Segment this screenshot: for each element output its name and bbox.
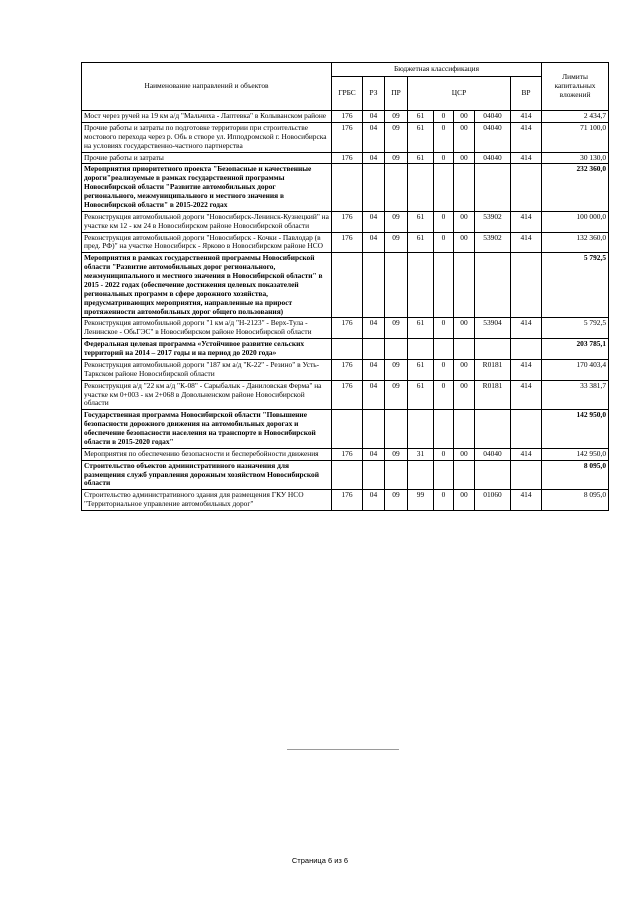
header-grbs: ГРБС (332, 77, 363, 111)
row-grbs (332, 339, 363, 360)
row-limit: 8 095,0 (542, 490, 609, 511)
row-csr-group: 00 (454, 448, 475, 460)
row-rz (363, 410, 385, 449)
row-pr: 09 (385, 232, 408, 253)
row-limit: 5 792,5 (542, 253, 609, 318)
row-pr: 09 (385, 380, 408, 410)
row-csr-group: 00 (454, 111, 475, 123)
row-grbs: 176 (332, 448, 363, 460)
row-csr-code: R0181 (475, 380, 511, 410)
row-csr-group: 00 (454, 232, 475, 253)
row-csr-group: 00 (454, 318, 475, 339)
row-limit: 2 434,7 (542, 111, 609, 123)
row-name: Федеральная целевая программа «Устойчивое развитие сельских территорий на 2014 – 2017 годы и на период до 2020 года» (82, 339, 332, 360)
row-csr-program (408, 410, 434, 449)
row-csr-code: 04040 (475, 152, 511, 164)
row-limit: 100 000,0 (542, 211, 609, 232)
row-csr-group (454, 460, 475, 490)
table-row (82, 339, 609, 360)
row-name: Прочие работы и затраты (82, 152, 332, 164)
row-grbs: 176 (332, 380, 363, 410)
table-row (82, 448, 609, 460)
footer-divider (287, 749, 399, 750)
row-rz (363, 253, 385, 318)
row-limit: 8 095,0 (542, 460, 609, 490)
row-rz: 04 (363, 122, 385, 152)
row-limit: 142 950,0 (542, 410, 609, 449)
row-csr-code: 53904 (475, 318, 511, 339)
row-csr-subprogram: 0 (434, 318, 454, 339)
row-grbs (332, 253, 363, 318)
row-pr: 09 (385, 490, 408, 511)
row-pr: 09 (385, 211, 408, 232)
row-csr-subprogram: 0 (434, 111, 454, 123)
row-vr: 414 (511, 211, 542, 232)
row-limit: 5 792,5 (542, 318, 609, 339)
row-pr (385, 410, 408, 449)
row-rz: 04 (363, 448, 385, 460)
row-rz: 04 (363, 318, 385, 339)
row-name: Государственная программа Новосибирской области "Повышение безопасности дорожного движения на автомобильных дорогах и обеспечение безопасности населения на транспорте в Новосибирской области в 2015-2020 годах" (82, 410, 332, 449)
row-name: Реконструкция автомобильной дороги "187 км а/д "К-22" - Резино" в Усть-Таркском районе Новосибирской области (82, 359, 332, 380)
row-pr: 09 (385, 318, 408, 339)
row-csr-program: 61 (408, 318, 434, 339)
row-pr: 09 (385, 359, 408, 380)
row-csr-group: 00 (454, 490, 475, 511)
row-grbs (332, 164, 363, 211)
row-csr-subprogram: 0 (434, 232, 454, 253)
row-pr (385, 253, 408, 318)
row-vr: 414 (511, 152, 542, 164)
row-csr-code: 04040 (475, 448, 511, 460)
table-row (82, 460, 609, 490)
row-csr-subprogram (434, 460, 454, 490)
row-grbs: 176 (332, 318, 363, 339)
row-csr-program: 61 (408, 232, 434, 253)
row-vr (511, 253, 542, 318)
row-csr-code (475, 339, 511, 360)
row-grbs: 176 (332, 211, 363, 232)
row-rz: 04 (363, 111, 385, 123)
page-number: Страница 6 из 6 (291, 856, 349, 865)
header-vr: ВР (511, 77, 542, 111)
row-csr-group (454, 253, 475, 318)
row-csr-program: 61 (408, 380, 434, 410)
row-csr-program: 31 (408, 448, 434, 460)
row-csr-subprogram: 0 (434, 122, 454, 152)
header-budget-classification: Бюджетная классификация (332, 63, 542, 77)
row-vr: 414 (511, 448, 542, 460)
row-vr (511, 164, 542, 211)
row-vr: 414 (511, 122, 542, 152)
row-pr: 09 (385, 152, 408, 164)
row-csr-program: 99 (408, 490, 434, 511)
row-csr-code (475, 460, 511, 490)
header-rz: РЗ (363, 77, 385, 111)
table-row (82, 232, 609, 253)
row-name: Мероприятия приоритетного проекта "Безопасные и качественные дороги"реализуемые в рамках государственной программы Новосибирской области "Развитие автомобильных дорог регионального, межмуниципального и местного значения в Новосибирской области" в 2015-2022 годах (82, 164, 332, 211)
row-vr: 414 (511, 490, 542, 511)
row-csr-group (454, 339, 475, 360)
row-csr-subprogram: 0 (434, 211, 454, 232)
row-csr-group: 00 (454, 359, 475, 380)
row-csr-group: 00 (454, 122, 475, 152)
row-csr-group (454, 410, 475, 449)
row-csr-subprogram (434, 164, 454, 211)
row-name: Прочие работы и затраты по подготовке территории при строительстве мостового перехода через р. Обь в створе ул. Ипподромской г. Новосибирска на условиях государственно-частного партнерства (82, 122, 332, 152)
header-pr: ПР (385, 77, 408, 111)
row-vr: 414 (511, 380, 542, 410)
row-csr-code: R0181 (475, 359, 511, 380)
header-csr: ЦСР (408, 77, 511, 111)
table-row (82, 318, 609, 339)
row-limit: 203 785,1 (542, 339, 609, 360)
row-pr (385, 164, 408, 211)
row-name: Реконструкция автомобильной дороги "Новосибирск - Кочки - Павлодар (в пред. РФ)" на участке Новосибирск - Ярково в Новосибирском районе НСО (82, 232, 332, 253)
row-name: Реконструкция автомобильной дороги "Новосибирск-Ленинск-Кузнецкий" на участке км 12 - км 24 в Новосибирском районе Новосибирской области (82, 211, 332, 232)
row-vr (511, 410, 542, 449)
table-row (82, 211, 609, 232)
row-rz (363, 164, 385, 211)
table-row (82, 410, 609, 449)
row-rz: 04 (363, 211, 385, 232)
row-csr-program (408, 253, 434, 318)
row-grbs: 176 (332, 490, 363, 511)
row-csr-group (454, 164, 475, 211)
row-limit: 170 403,4 (542, 359, 609, 380)
table-row (82, 490, 609, 511)
row-csr-group: 00 (454, 211, 475, 232)
row-csr-program: 61 (408, 152, 434, 164)
row-limit: 132 360,0 (542, 232, 609, 253)
row-csr-subprogram (434, 339, 454, 360)
row-grbs: 176 (332, 359, 363, 380)
row-vr (511, 460, 542, 490)
row-limit: 232 360,0 (542, 164, 609, 211)
row-csr-program: 61 (408, 359, 434, 380)
row-csr-group: 00 (454, 152, 475, 164)
row-name: Строительство объектов административного назначения для размещения служб управления дорожным хозяйством Новосибирской области (82, 460, 332, 490)
table-row (82, 152, 609, 164)
row-vr (511, 339, 542, 360)
row-csr-subprogram (434, 253, 454, 318)
row-pr (385, 460, 408, 490)
row-name: Реконструкция а/д "22 км а/д "К-08" - Сарыбалык - Даниловская Ферма" на участке км 0+003 - км 2+068 в Довольненском районе Новосибирской области (82, 380, 332, 410)
row-grbs: 176 (332, 232, 363, 253)
row-name: Строительство административного здания для размещения ГКУ НСО "Территориальное управление автомобильных дорог" (82, 490, 332, 511)
row-csr-code: 53902 (475, 232, 511, 253)
row-limit: 71 100,0 (542, 122, 609, 152)
row-name: Мероприятия по обеспечению безопасности и бесперебойности движения (82, 448, 332, 460)
row-csr-program: 61 (408, 211, 434, 232)
row-pr: 09 (385, 122, 408, 152)
table-row (82, 164, 609, 211)
row-grbs (332, 410, 363, 449)
row-csr-subprogram (434, 410, 454, 449)
row-name: Реконструкция автомобильной дороги "1 км а/д "Н-2123" - Верх-Тула - Ленинское - ОбьГЭС" в Новосибирском районе Новосибирской области (82, 318, 332, 339)
row-rz (363, 339, 385, 360)
row-csr-code (475, 164, 511, 211)
row-limit: 30 130,0 (542, 152, 609, 164)
row-csr-code (475, 410, 511, 449)
row-csr-program: 61 (408, 111, 434, 123)
row-csr-group: 00 (454, 380, 475, 410)
row-pr: 09 (385, 448, 408, 460)
row-name: Мероприятия в рамках государственной программы Новосибирской области "Развитие автомобильных дорог регионального, межмуниципального и местного значения в Новосибирской области" в 2015 - 2022 годах (обеспечение достижения целевых показателей региональных программ в сфере дорожного хозяйства, предусматривающих мероприятия, направленные на прирост протяженности автомобильных дорог общего пользования) (82, 253, 332, 318)
row-rz: 04 (363, 359, 385, 380)
row-csr-code: 01060 (475, 490, 511, 511)
header-limits: Лимиты капитальных вложений (542, 63, 609, 111)
row-rz (363, 460, 385, 490)
row-csr-subprogram: 0 (434, 359, 454, 380)
row-rz: 04 (363, 490, 385, 511)
row-pr (385, 339, 408, 360)
row-csr-program (408, 339, 434, 360)
row-csr-subprogram: 0 (434, 448, 454, 460)
row-grbs: 176 (332, 122, 363, 152)
row-pr: 09 (385, 111, 408, 123)
row-rz: 04 (363, 380, 385, 410)
row-csr-program (408, 460, 434, 490)
row-limit: 142 950,0 (542, 448, 609, 460)
row-grbs: 176 (332, 111, 363, 123)
table-row (82, 111, 609, 123)
row-csr-subprogram: 0 (434, 152, 454, 164)
budget-table (81, 62, 609, 511)
table-body (82, 111, 609, 511)
row-grbs (332, 460, 363, 490)
row-vr: 414 (511, 359, 542, 380)
row-csr-code: 04040 (475, 122, 511, 152)
row-vr: 414 (511, 232, 542, 253)
row-vr: 414 (511, 111, 542, 123)
header-name-column: Наименование направлений и объектов (82, 63, 332, 111)
row-limit: 33 381,7 (542, 380, 609, 410)
row-rz: 04 (363, 152, 385, 164)
row-csr-code: 04040 (475, 111, 511, 123)
row-vr: 414 (511, 318, 542, 339)
table-row (82, 253, 609, 318)
row-csr-program: 61 (408, 122, 434, 152)
row-name: Мост через ручей на 19 км а/д "Мальчиха - Лаптевка" в Колыванском районе (82, 111, 332, 123)
row-csr-code: 53902 (475, 211, 511, 232)
table-row (82, 359, 609, 380)
row-csr-program (408, 164, 434, 211)
table-row (82, 122, 609, 152)
row-csr-subprogram: 0 (434, 490, 454, 511)
row-grbs: 176 (332, 152, 363, 164)
table-row (82, 380, 609, 410)
row-csr-subprogram: 0 (434, 380, 454, 410)
row-rz: 04 (363, 232, 385, 253)
row-csr-code (475, 253, 511, 318)
